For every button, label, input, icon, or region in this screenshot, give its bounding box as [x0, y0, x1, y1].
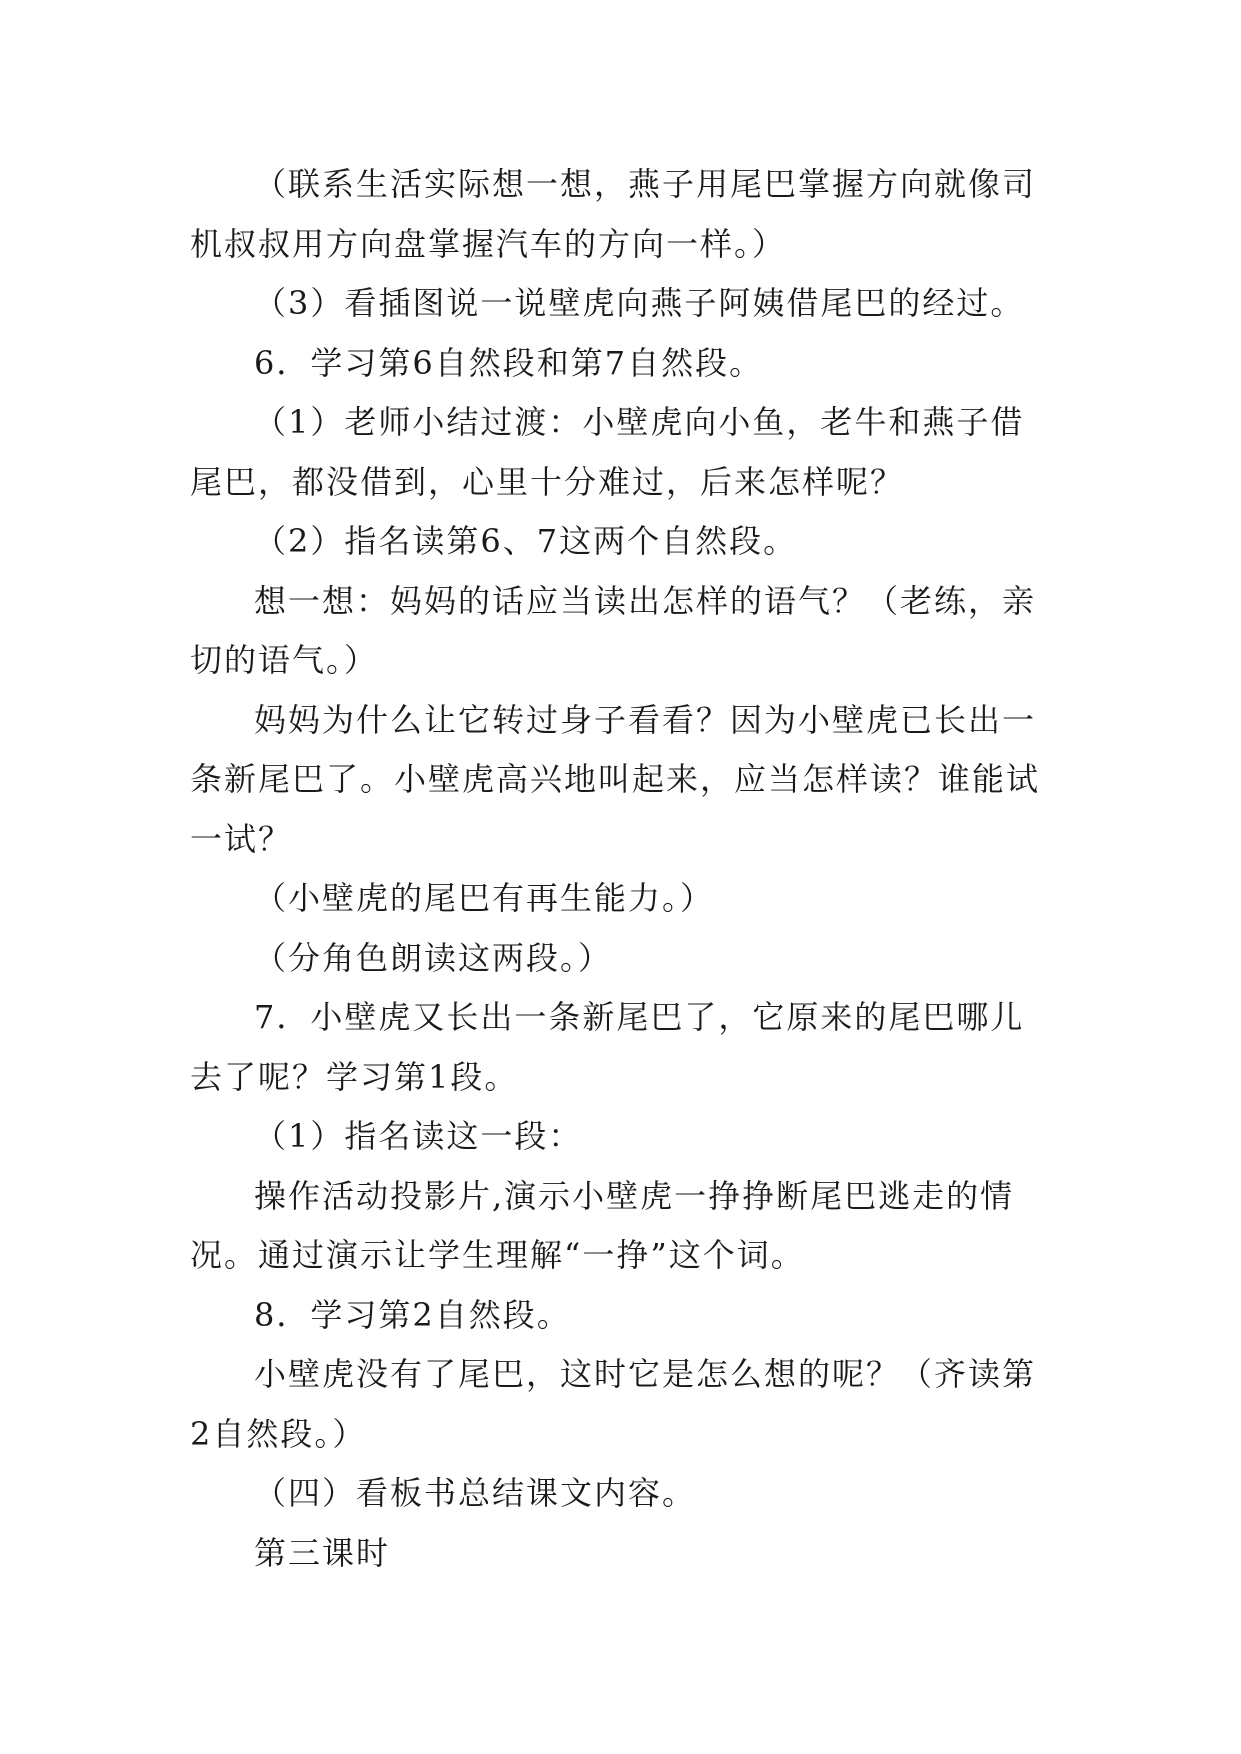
- paragraph: （1）老师小结过渡：小壁虎向小鱼，老牛和燕子借尾巴，都没借到，心里十分难过，后来怎样呢？: [190, 403, 1025, 501]
- paragraph: 第三课时: [254, 1533, 391, 1572]
- paragraph: 妈妈为什么让它转过身子看看？因为小壁虎已长出一条新尾巴了。小壁虎高兴地叫起来，应当怎样读？谁能试一试？: [190, 700, 1041, 858]
- paragraph: （3）看插图说一说壁虎向燕子阿姨借尾巴的经过。: [254, 284, 1025, 322]
- paragraph: （四）看板书总结课文内容。: [254, 1474, 697, 1512]
- paragraph: （1）指名读这一段：: [254, 1117, 583, 1155]
- paragraph: 操作活动投影片,演示小壁虎一挣挣断尾巴逃走的情况。通过演示让学生理解“一挣”这个词。: [190, 1176, 1015, 1274]
- paragraph: 6．学习第6自然段和第7自然段。: [254, 343, 764, 382]
- document-body: [190, 155, 1050, 1583]
- paragraph: （小壁虎的尾巴有再生能力。）: [254, 879, 715, 917]
- paragraph: （分角色朗读这两段。）: [254, 938, 613, 977]
- paragraph: 8．学习第2自然段。: [254, 1295, 571, 1334]
- paragraph: （2）指名读第6、7这两个自然段。: [254, 522, 798, 560]
- paragraph: （联系生活实际想一想，燕子用尾巴掌握方向就像司机叔叔用方向盘掌握汽车的方向一样。）: [190, 165, 1037, 263]
- paragraph: 想一想：妈妈的话应当读出怎样的语气？（老练，亲切的语气。）: [190, 581, 1037, 679]
- paragraph: 7．小壁虎又长出一条新尾巴了，它原来的尾巴哪儿去了呢？学习第1段。: [190, 998, 1025, 1096]
- paragraph: 小壁虎没有了尾巴，这时它是怎么想的呢？（齐读第2自然段。）: [190, 1355, 1037, 1453]
